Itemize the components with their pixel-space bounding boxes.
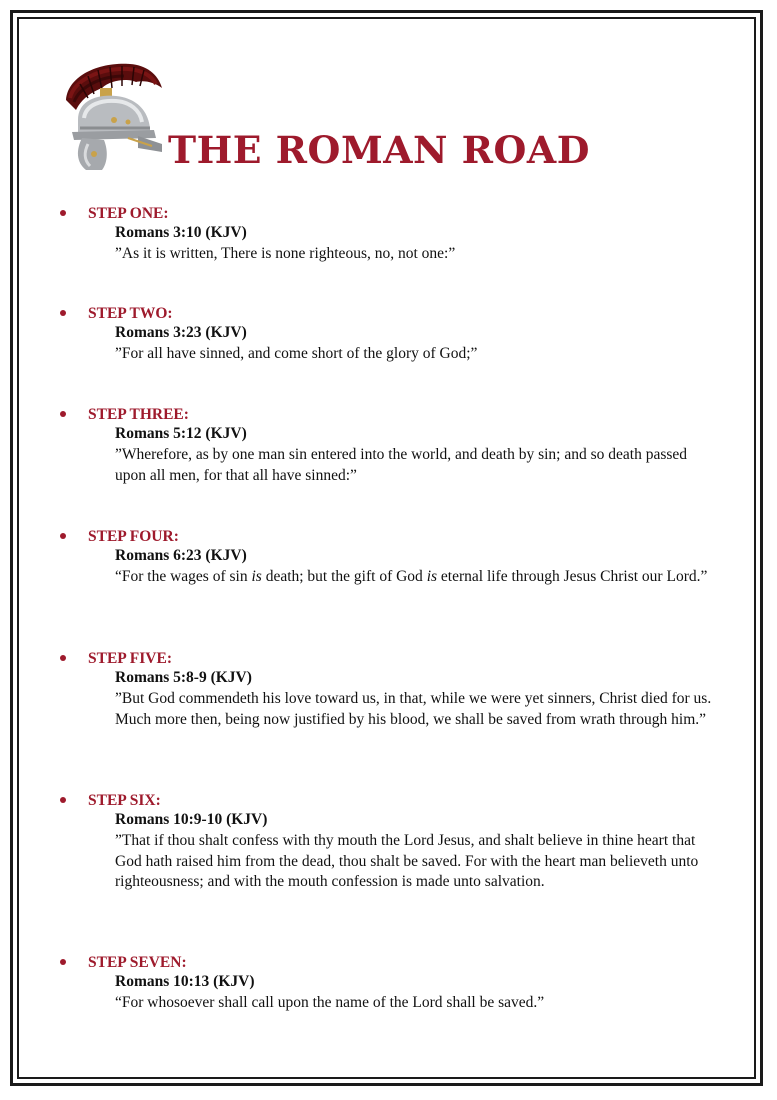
step-title: STEP SEVEN: [88, 954, 187, 971]
page-title: THE ROMAN ROAD [168, 128, 590, 172]
step-title: STEP SIX: [88, 792, 161, 809]
verse-text: ”As it is written, There is none righteous, no, not one:” [115, 245, 456, 262]
verse-text [115, 567, 715, 588]
scripture-reference: Romans 6:23 (KJV) [115, 547, 247, 564]
step-title: STEP FIVE: [88, 650, 172, 667]
scripture-reference: Romans 3:10 (KJV) [115, 224, 247, 241]
verse-part: death; but the gift of God [261, 568, 427, 585]
verse-emphasis: is [426, 568, 438, 585]
step-title: STEP THREE: [88, 406, 189, 423]
bullet-icon [60, 533, 66, 539]
verse-text: ”But God commendeth his love toward us, in that, while we were yet sinners, Christ died for us. Much more then, being now justified by his blood, we shall be saved from wrath through him.” [115, 690, 712, 728]
step-title: STEP ONE: [88, 205, 169, 222]
bullet-icon [60, 210, 66, 216]
scripture-reference: Romans 3:23 (KJV) [115, 324, 247, 341]
bullet-icon [60, 959, 66, 965]
verse-part: “For the wages of sin [115, 568, 252, 585]
step-title: STEP TWO: [88, 305, 173, 322]
verse-text: ”For all have sinned, and come short of the glory of God;” [115, 345, 478, 362]
scripture-reference: Romans 10:13 (KJV) [115, 973, 255, 990]
scripture-reference: Romans 5:12 (KJV) [115, 425, 247, 442]
scripture-reference: Romans 5:8-9 (KJV) [115, 669, 252, 686]
verse-text: “For whosoever shall call upon the name of the Lord shall be saved.” [115, 994, 545, 1011]
bullet-icon [60, 310, 66, 316]
bullet-icon [60, 655, 66, 661]
verse-text: ”That if thou shalt confess with thy mouth the Lord Jesus, and shalt believe in thine heart that God hath raised him from the dead, thou shalt be saved. For with the heart man believeth unto righteousness; and with the mouth confession is made unto salvation. [115, 832, 699, 890]
bullet-icon [60, 411, 66, 417]
verse-emphasis: is [251, 568, 262, 585]
scripture-reference: Romans 10:9-10 (KJV) [115, 811, 268, 828]
verse-text: ”Wherefore, as by one man sin entered into the world, and death by sin; and so death passed upon all men, for that all have sinned:” [115, 446, 688, 484]
verse-part: eternal life through Jesus Christ our Lord.” [437, 568, 708, 585]
step-title: STEP FOUR: [88, 528, 179, 545]
bullet-icon [60, 797, 66, 803]
